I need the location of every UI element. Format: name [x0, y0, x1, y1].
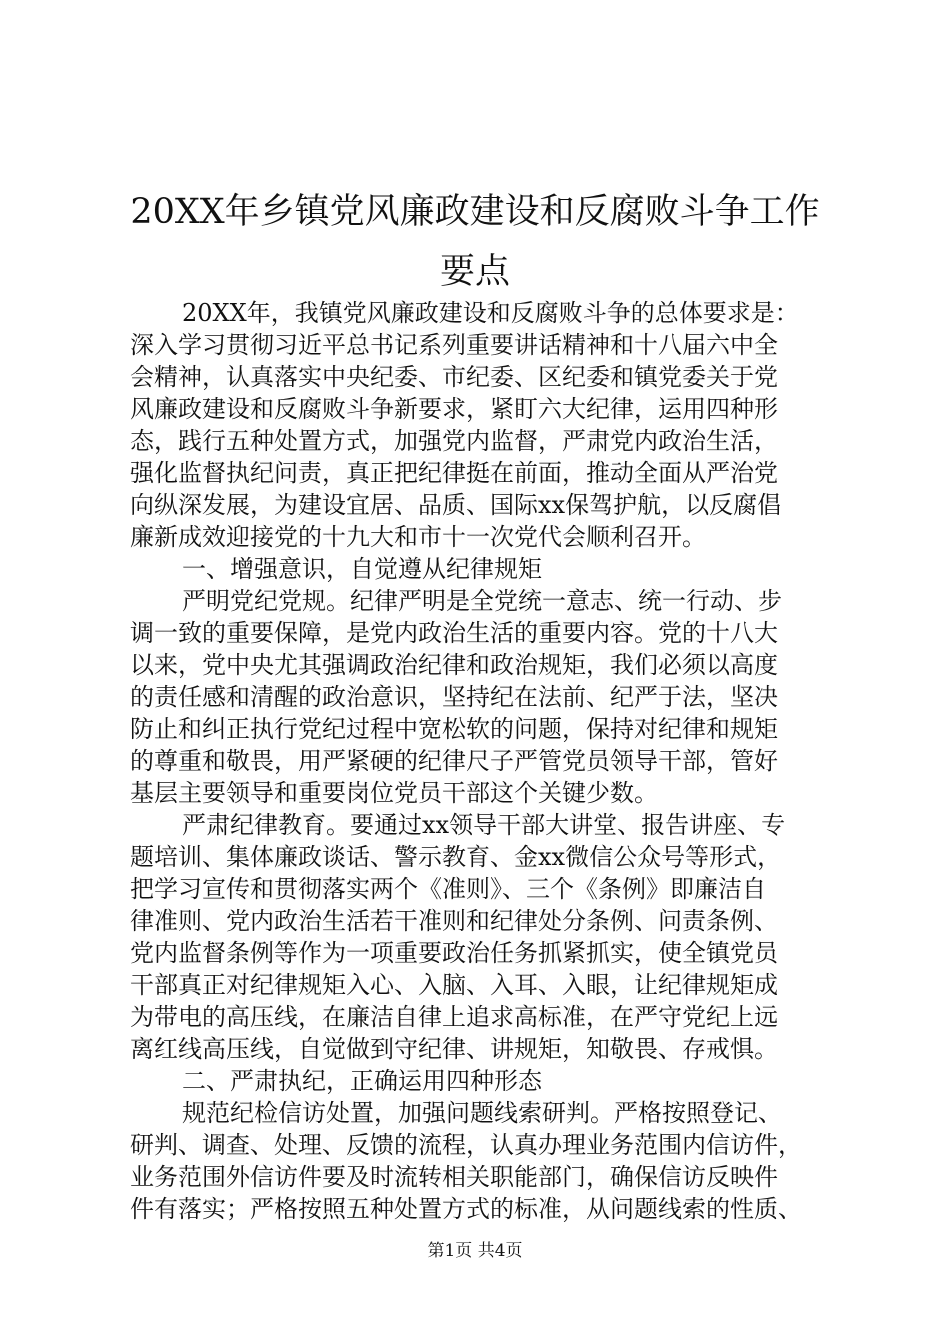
paragraph-line: 严明党纪党规。纪律严明是全党统一意志、统一行动、步: [182, 587, 782, 615]
section-heading-2: 二、严肃执纪，正确运用四种形态: [182, 1067, 542, 1095]
paragraph-line: 会精神，认真落实中央纪委、市纪委、区纪委和镇党委关于党: [130, 363, 778, 391]
document-title-line-2: 要点: [439, 252, 510, 292]
paragraph-line: 题培训、集体廉政谈话、警示教育、金xx微信公众号等形式，: [130, 843, 782, 871]
paragraph-line: 离红线高压线，自觉做到守纪律、讲规矩，知敬畏、存戒惧。: [130, 1035, 778, 1063]
paragraph-line: 防止和纠正执行党纪过程中宽松软的问题，保持对纪律和规矩: [130, 715, 778, 743]
paragraph-line: 强化监督执纪问责，真正把纪律挺在前面，推动全面从严治党: [130, 459, 778, 487]
paragraph-line: 廉新成效迎接党的十九大和市十一次党代会顺利召开。: [130, 523, 706, 551]
paragraph-line: 基层主要领导和重要岗位党员干部这个关键少数。: [130, 779, 658, 807]
paragraph-line: 律准则、党内政治生活若干准则和纪律处分条例、问责条例、: [130, 907, 778, 935]
section-heading-1: 一、增强意识，自觉遵从纪律规矩: [182, 555, 542, 583]
paragraph-line: 业务范围外信访件要及时流转相关职能部门，确保信访反映件: [130, 1163, 778, 1191]
paragraph-line: 风廉政建设和反腐败斗争新要求，紧盯六大纪律，运用四种形: [130, 395, 778, 423]
paragraph-line: 件有落实；严格按照五种处置方式的标准，从问题线索的性质、: [130, 1195, 802, 1223]
paragraph-line: 的尊重和敬畏，用严紧硬的纪律尺子严管党员领导干部，管好: [130, 747, 778, 775]
paragraph-line: 20XX年，我镇党风廉政建设和反腐败斗争的总体要求是：: [182, 299, 799, 327]
paragraph-line: 态，践行五种处置方式，加强党内监督，严肃党内政治生活，: [130, 427, 778, 455]
paragraph-line: 以来，党中央尤其强调政治纪律和政治规矩，我们必须以高度: [130, 651, 778, 679]
paragraph-line: 的责任感和清醒的政治意识，坚持纪在法前、纪严于法，坚决: [130, 683, 778, 711]
paragraph-line: 把学习宣传和贯彻落实两个《准则》、三个《条例》即廉洁自: [130, 875, 766, 903]
document-title-line-1: 20XX年乡镇党风廉政建设和反腐败斗争工作: [130, 192, 820, 232]
paragraph-line: 党内监督条例等作为一项重要政治任务抓紧抓实，使全镇党员: [130, 939, 778, 967]
paragraph-line: 调一致的重要保障，是党内政治生活的重要内容。党的十八大: [130, 619, 778, 647]
paragraph-line: 向纵深发展，为建设宜居、品质、国际xx保驾护航，以反腐倡: [130, 491, 782, 519]
paragraph-line: 规范纪检信访处置，加强问题线索研判。严格按照登记、: [182, 1099, 782, 1127]
paragraph-line: 严肃纪律教育。要通过xx领导干部大讲堂、报告讲座、专: [182, 811, 786, 839]
paragraph-line: 干部真正对纪律规矩入心、入脑、入耳、入眼，让纪律规矩成: [130, 971, 778, 999]
paragraph-line: 深入学习贯彻习近平总书记系列重要讲话精神和十八届六中全: [130, 331, 778, 359]
paragraph-line: 研判、调查、处理、反馈的流程，认真办理业务范围内信访件，: [130, 1131, 802, 1159]
paragraph-line: 为带电的高压线，在廉洁自律上追求高标准，在严守党纪上远: [130, 1003, 778, 1031]
page-footer: 第1页 共4页: [427, 1241, 523, 1261]
